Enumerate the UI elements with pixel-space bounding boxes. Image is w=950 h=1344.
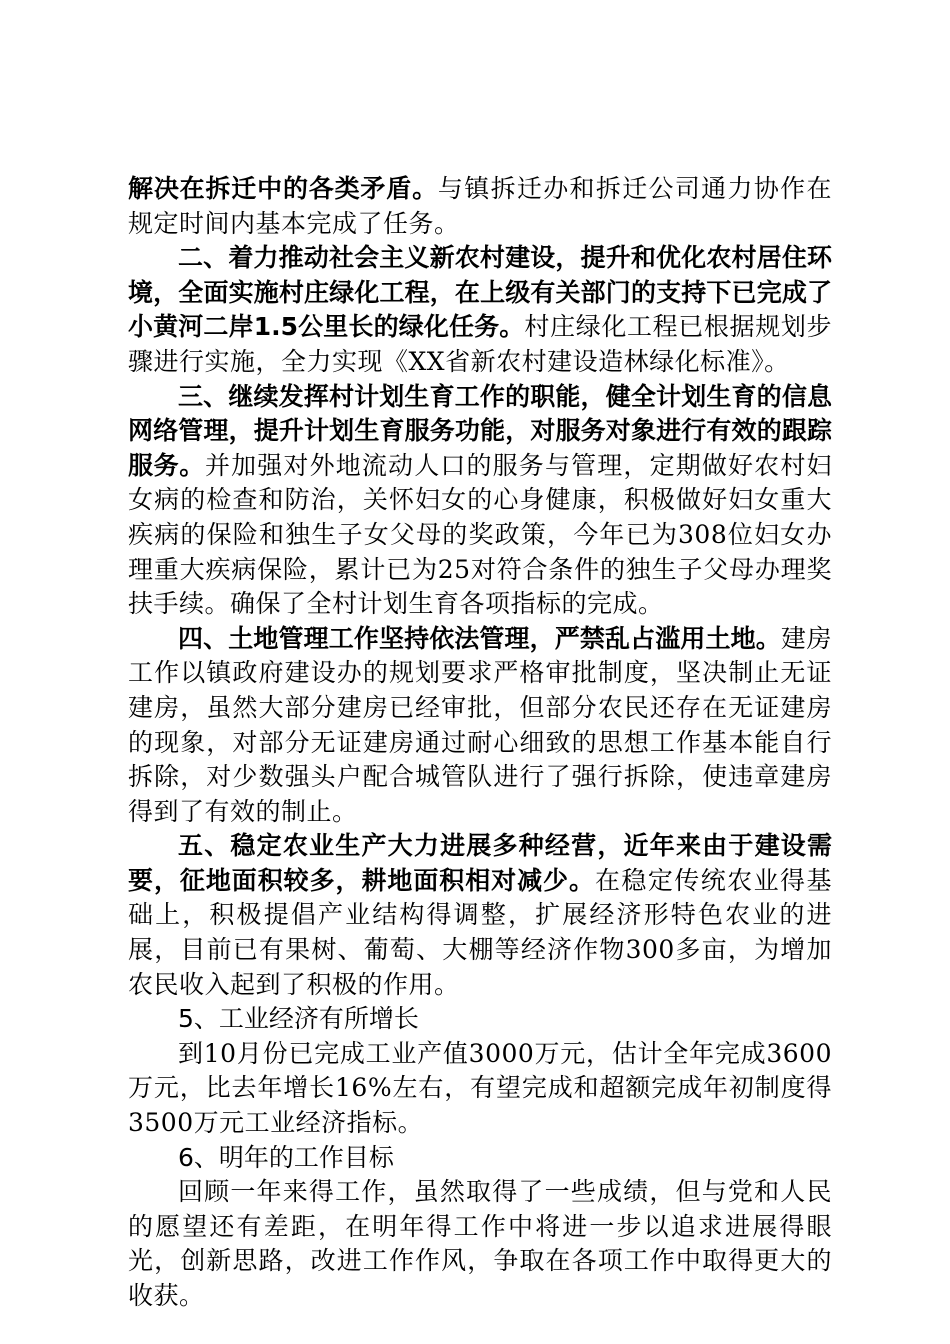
paragraph-lead: 解决在拆迁中的各类矛盾。 xyxy=(128,174,438,203)
subheading-industry: 5、工业经济有所增长 xyxy=(178,1004,419,1034)
paragraph-section-2 xyxy=(128,241,832,379)
paragraph-section-3 xyxy=(128,380,832,622)
section-heading: 三、继续发挥村计划生育工作的职能，健全计划生育的信息网络管理，提升计划生育服务功能，对服务对象进行有效的跟踪服务。 xyxy=(128,381,832,480)
paragraph-body: 建房工作以镇政府建设办的规划要求严格审批制度，坚决制止无证建房，虽然大部分建房已经审批，但部分农民还存在无证建房的现象，对部分无证建房通过耐心细致的思想工作基本能自行拆除，对少数强头户配合城管队进行了强行拆除，使违章建房得到了有效的制止。 xyxy=(128,623,832,826)
paragraph-body: 在稳定传统农业得基础上，积极提倡产业结构得调整，扩展经济形特色农业的进展，目前已有果树、葡萄、大棚等经济作物300多亩，为增加农民收入起到了积极的作用。 xyxy=(128,865,832,999)
section-heading: 二、着力推动社会主义新农村建设，提升和优化农村居住环境，全面实施村庄绿化工程，在上级有关部门的支持下已完成了小黄河二岸1.5公里长的绿化任务。 xyxy=(128,243,832,342)
paragraph-section-5 xyxy=(128,829,832,1002)
section-heading: 四、土地管理工作坚持依法管理，严禁乱占滥用土地。 xyxy=(178,623,781,653)
paragraph-goals: 回顾一年来得工作，虽然取得了一些成绩，但与党和人民的愿望还有差距，在明年得工作中将进一步以追求进展得眼光，创新思路，改进工作作风，争取在各项工作中取得更大的收获。 xyxy=(128,1177,832,1310)
paragraph-body: 并加强对外地流动人口的服务与管理，定期做好农村妇女病的检查和防治，关怀妇女的心身健康，积极做好妇女重大疾病的保险和独生子女父母的奖政策，今年已为308位妇女办理重大疾病保险，累计已为25对符合条件的独生子父母办理奖扶手续。确保了全村计划生育各项指标的完成。 xyxy=(128,450,832,619)
paragraph-continuation xyxy=(128,172,832,241)
section-heading: 五、稳定农业生产大力进展多种经营，近年来由于建设需要，征地面积较多，耕地面积相对减少。 xyxy=(128,831,832,895)
paragraph-body: 村庄绿化工程已根据规划步骤进行实施，全力实现《XX省新农村建设造林绿化标准》。 xyxy=(128,312,832,376)
paragraph-industry: 到10月份已完成工业产值3000万元，估计全年完成3600万元，比去年增长16%左右，有望完成和超额完成年初制度得3500万元工业经济指标。 xyxy=(128,1038,832,1138)
document-page xyxy=(128,172,832,1314)
subheading-goals: 6、明年的工作目标 xyxy=(178,1142,394,1172)
paragraph-body: 与镇拆迁办和拆迁公司通力协作在规定时间内基本完成了任务。 xyxy=(128,174,832,238)
paragraph-section-4 xyxy=(128,622,832,830)
